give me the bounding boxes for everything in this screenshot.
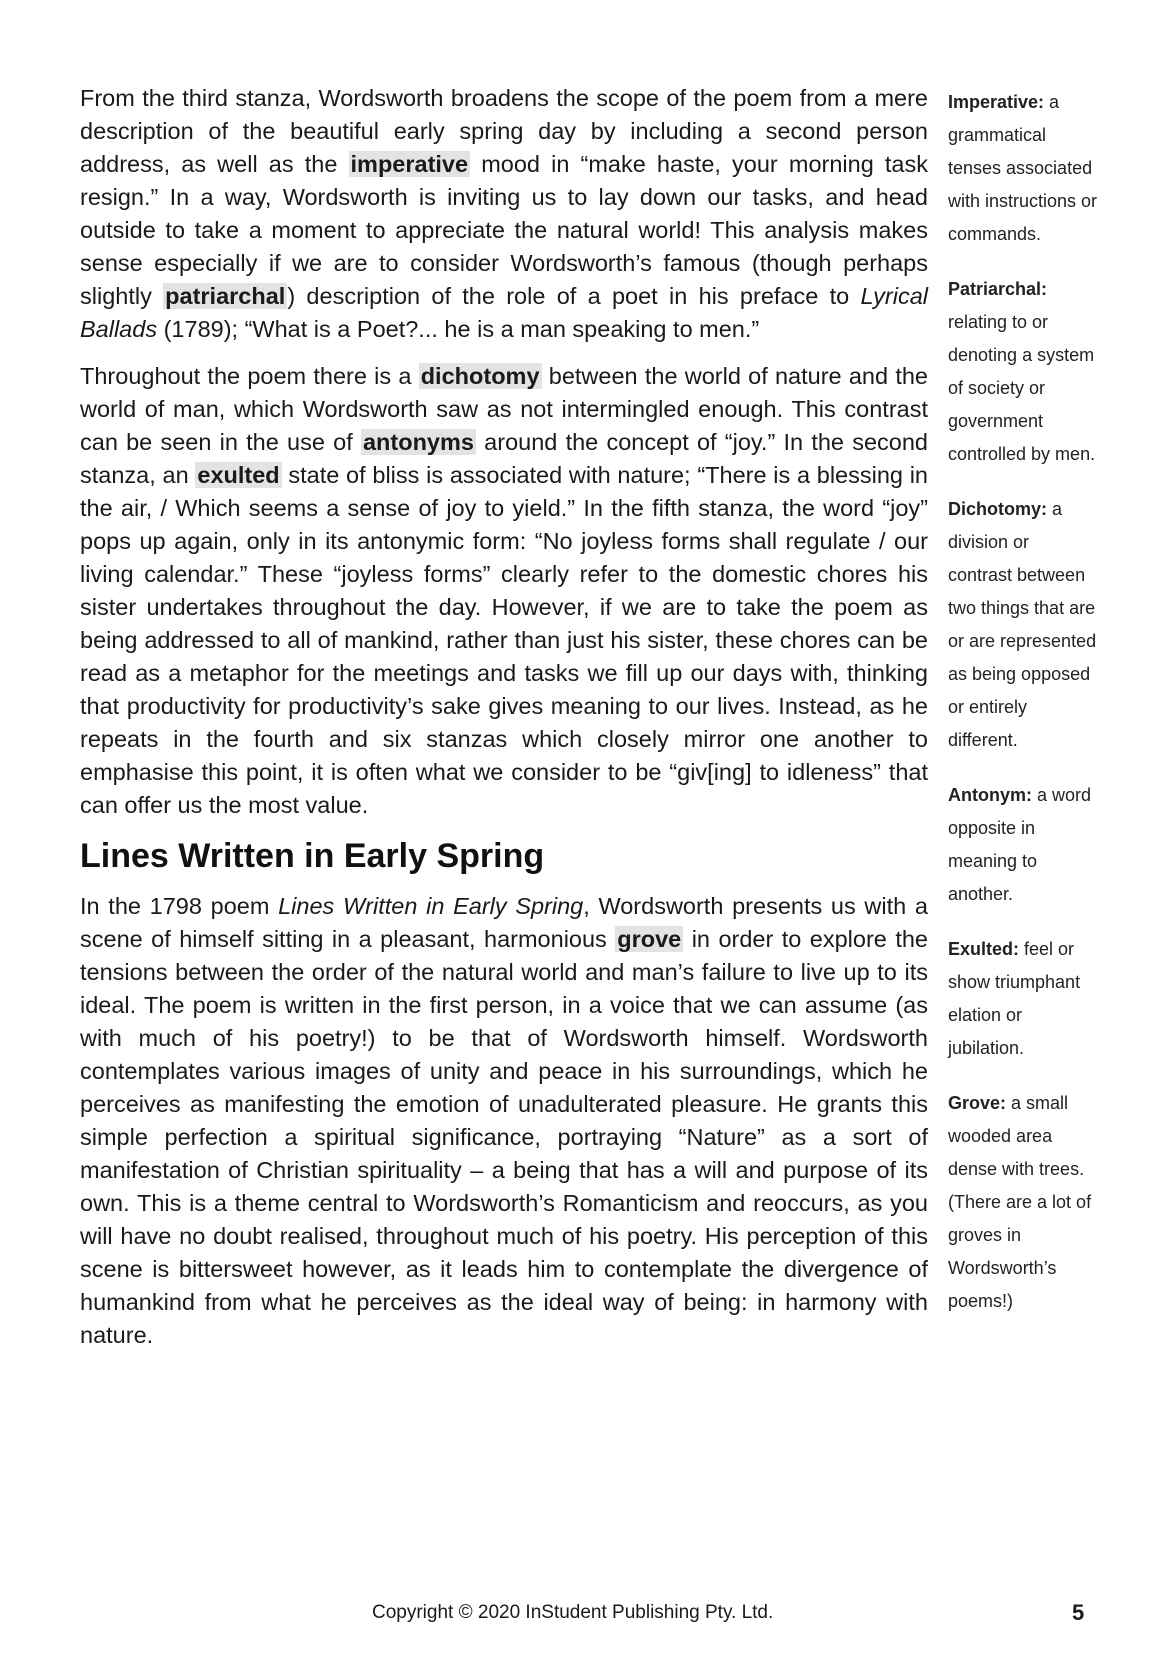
glossary-entry: [948, 779, 1098, 911]
glossary-term: Dichotomy:: [948, 499, 1047, 519]
text-run: in order to explore the tensions between the order of the natural world and man’s failure to live up to its ideal. The poem is written in the first person, in a voice that we can assume (as with much of his poetry!) to be that of Wordsworth himself. Wordsworth contemplates various images of unity and peace in his surroundings, which he perceives as manifesting the emotion of unadulterated pleasure. He grants this simple perfection a spiritual significance, portraying “Nature” as a sort of manifestation of Christian spirituality – a being that has a will and purpose of its own. This is a theme central to Wordsworth’s Romanticism and reoccurs, as you will have no doubt realised, throughout much of his poetry. His perception of this scene is bittersweet however, as it leads him to contemplate the divergence of humankind from what he perceives as the ideal way of being: in harmony with nature.: [80, 926, 928, 1348]
text-run: , Wordsworth presents us with a scene of himself sitting in a pleasant, harmonious: [80, 893, 928, 952]
page-footer: [0, 1600, 1166, 1630]
glossary-term: Imperative:: [948, 92, 1045, 112]
glossary-term: Patriarchal:: [948, 279, 1048, 299]
main-column: [80, 82, 928, 1366]
glossary-definition: a grammatical tenses associated with instructions or commands.: [948, 92, 1098, 244]
glossary-definition: a division or contrast between two things that are or are represented as being opposed or entirely different.: [948, 499, 1097, 750]
highlighted-term: exulted: [197, 462, 280, 488]
glossary-entry: [948, 86, 1098, 251]
glossary-term: Exulted:: [948, 939, 1020, 959]
glossary-entry: [948, 493, 1098, 757]
highlighted-term: grove: [617, 926, 682, 952]
text-run: ) description of the role of a poet in his preface to: [287, 283, 861, 309]
text-run: From the third stanza, Wordsworth broadens the scope of the poem from a mere description of the beautiful early spring day by including a second person address, as well as the: [80, 85, 928, 177]
text-run: state of bliss is associated with nature; “There is a blessing in the air, / Which seems a sense of joy to yield.” In the fifth stanza, the word “joy” pops up again, only in its antonymic form: “No joyless forms shall regulate / our living calendar.” These “joyless forms” clearly refer to the domestic chores his sister undertakes throughout the day. However, if we are to take the poem as being addressed to all of mankind, rather than just his sister, these chores can be read as a metaphor for the meetings and tasks we fill up our days with, thinking that productivity for productivity’s sake gives meaning to our lives. Instead, as he repeats in the fourth and six stanzas which closely mirror one another to emphasise this point, it is often what we consider to be “giv[ing] to idleness” that can offer us the most value.: [80, 462, 928, 818]
glossary-term: Grove:: [948, 1093, 1007, 1113]
highlighted-term: imperative: [350, 151, 469, 177]
highlighted-term: dichotomy: [420, 363, 540, 389]
glossary-entry: [948, 273, 1098, 471]
copyright-notice: Copyright © 2020 InStudent Publishing Pty. Ltd.: [372, 1602, 774, 1623]
text-run: between the world of nature and the world of man, which Wordsworth saw as not intermingled enough. This contrast can be seen in the use of: [80, 363, 928, 455]
paragraph-dichotomy: [80, 360, 928, 822]
text-run: around the concept of “joy.” In the second stanza, an: [80, 429, 928, 488]
glossary-term: Antonym:: [948, 785, 1032, 805]
glossary-entry: [948, 1087, 1098, 1318]
glossary-definition: a word opposite in meaning to another.: [948, 785, 1092, 904]
italic-title: Lines Written in Early Spring: [278, 893, 584, 919]
glossary-sidebar: [948, 86, 1098, 1340]
paragraph-third-stanza: [80, 82, 928, 346]
glossary-entry: [948, 933, 1098, 1065]
highlighted-term: antonyms: [362, 429, 474, 455]
text-run: (1789); “What is a Poet?... he is a man speaking to men.”: [157, 316, 760, 342]
glossary-definition: feel or show triumphant elation or jubilation.: [948, 939, 1081, 1058]
page-number: 5: [1072, 1600, 1085, 1625]
paragraph-lines-written: [80, 890, 928, 1352]
highlighted-term: patriarchal: [165, 283, 286, 309]
text-run: mood in “make haste, your morning task resign.” In a way, Wordsworth is inviting us to lay down our tasks, and head outside to take a moment to appreciate the natural world! This analysis makes sense especially if we are to consider Wordsworth’s famous (though perhaps slightly: [80, 151, 928, 309]
glossary-definition: relating to or denoting a system of society or government controlled by men.: [948, 312, 1096, 464]
section-heading: Lines Written in Early Spring: [80, 837, 545, 875]
italic-title: Lyrical Ballads: [80, 283, 928, 342]
glossary-definition: a small wooded area dense with trees. (There are a lot of groves in Wordsworth’s poems!): [948, 1093, 1092, 1311]
text-run: In the 1798 poem: [80, 893, 279, 919]
text-run: Throughout the poem there is a: [80, 363, 419, 389]
